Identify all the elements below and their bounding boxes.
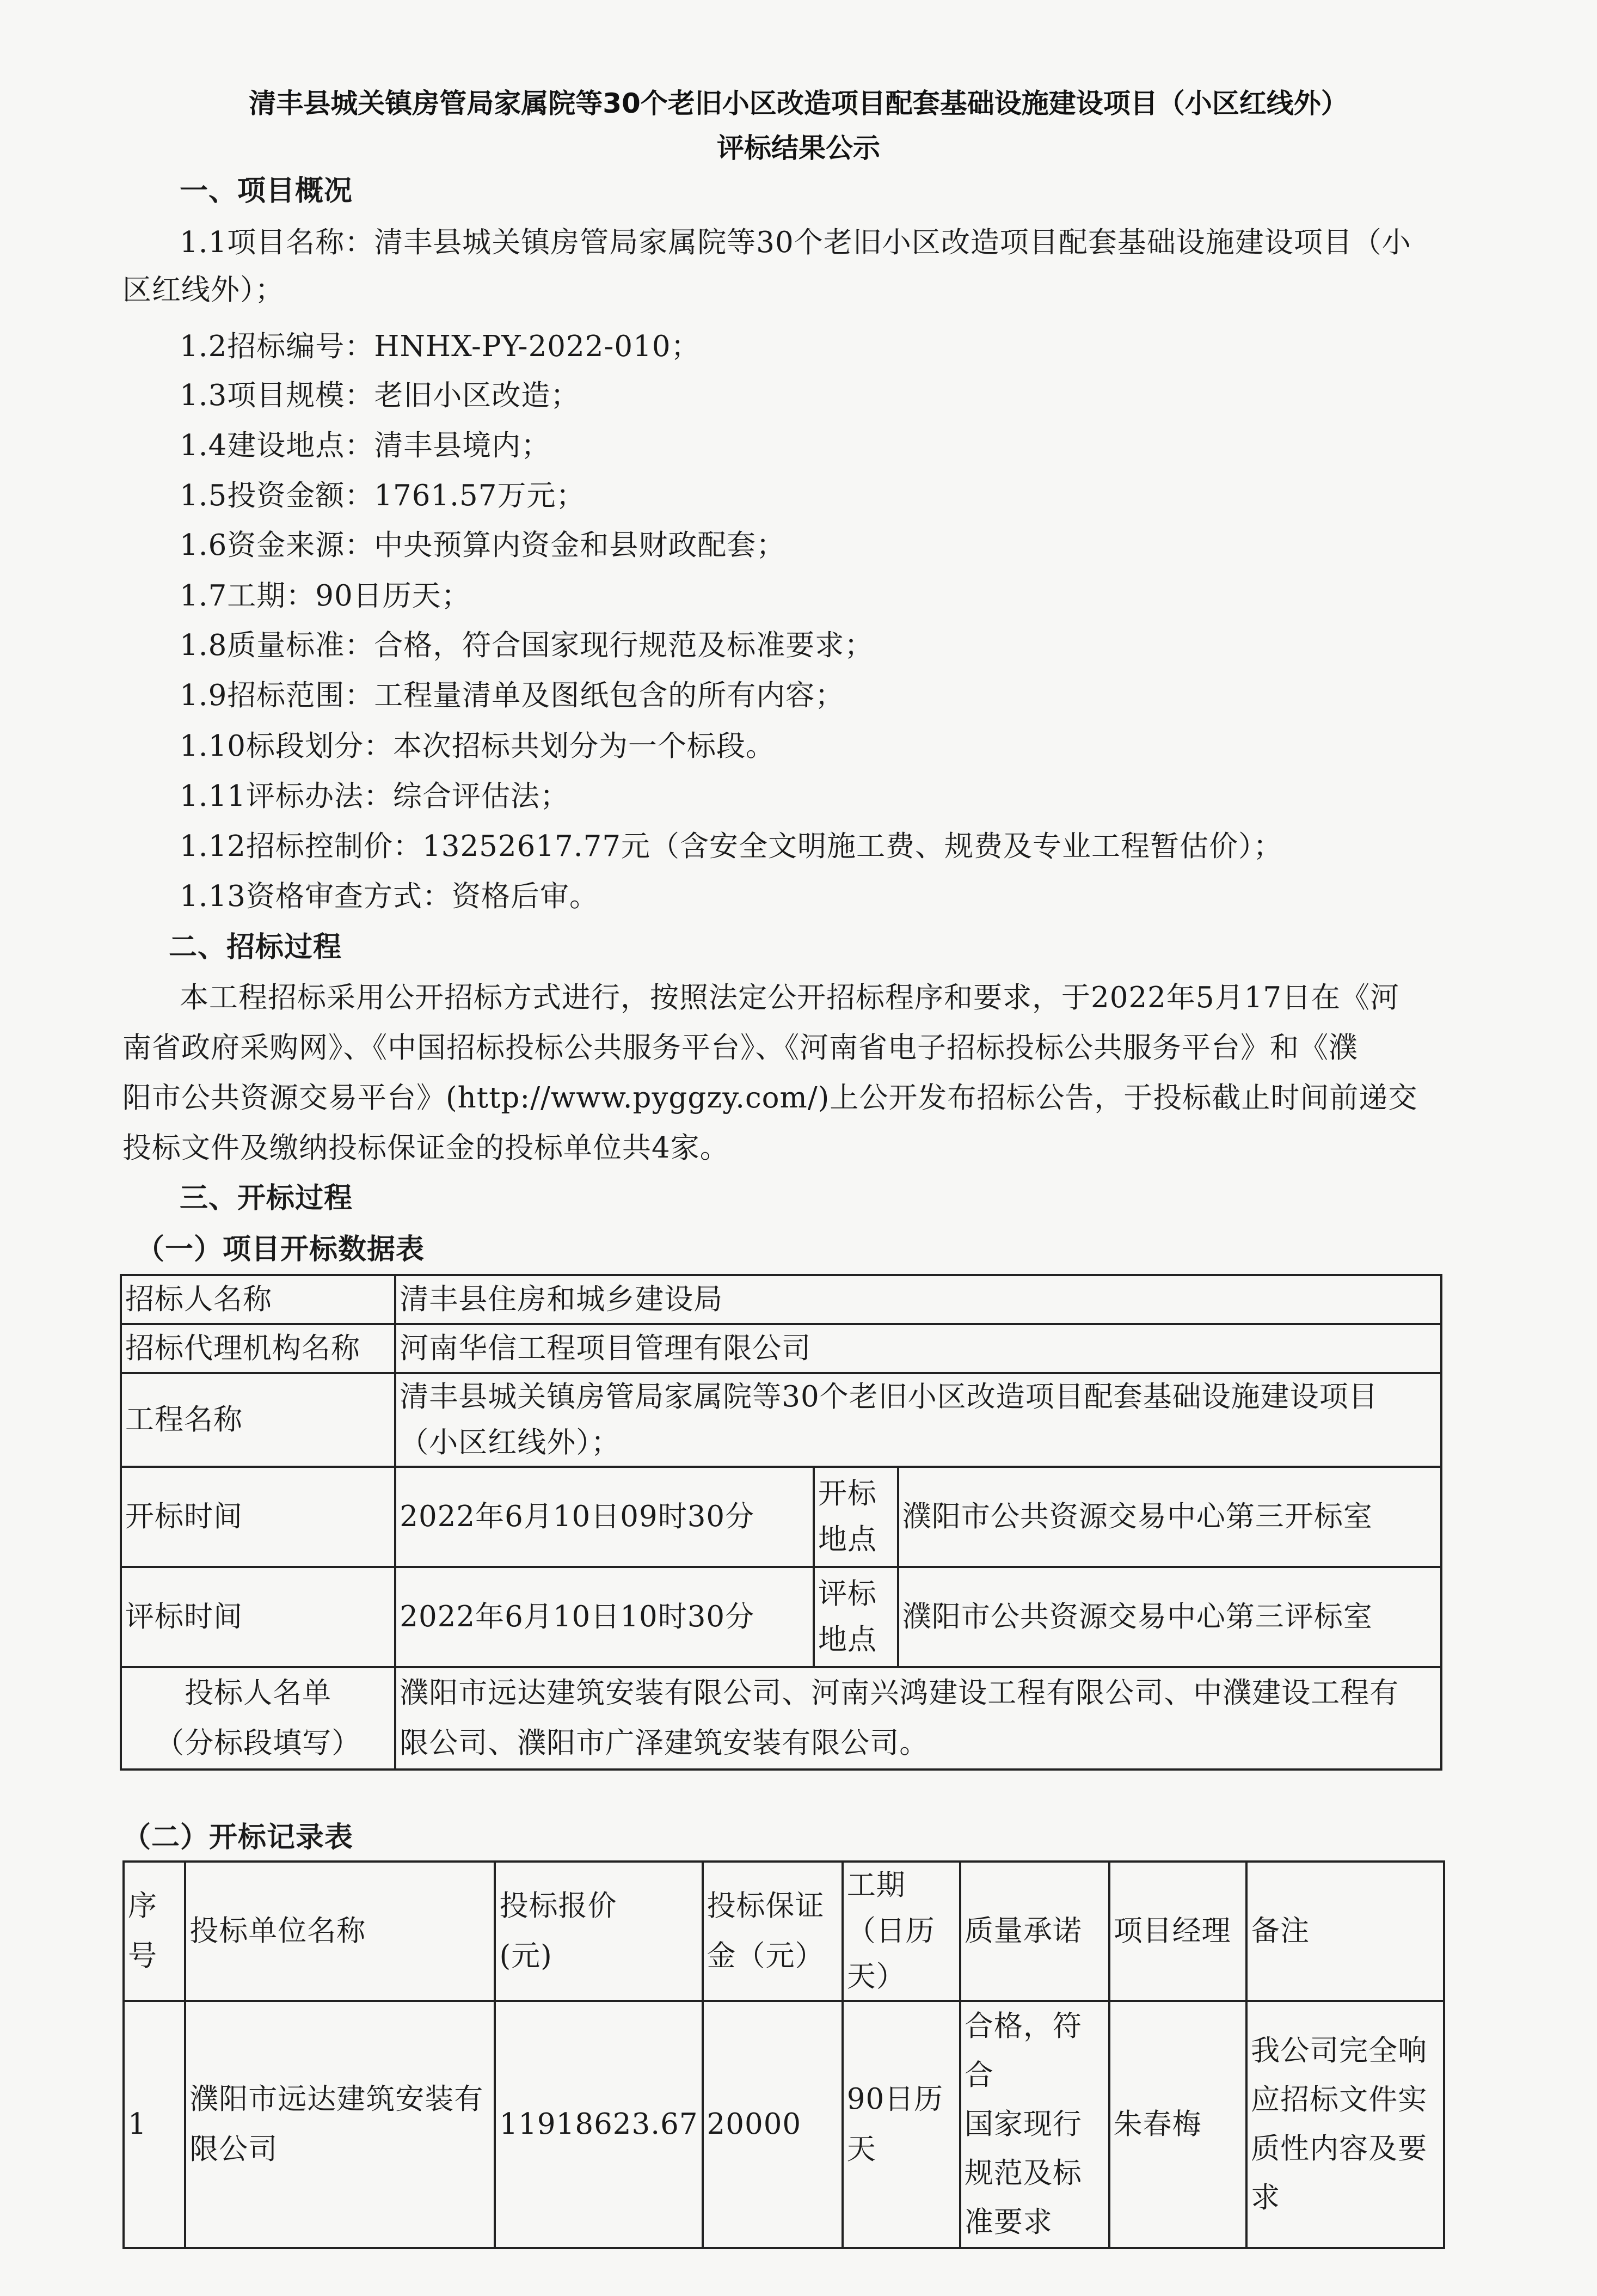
table-row	[121, 1373, 1441, 1467]
evaluation-time-label: 评标时间	[121, 1567, 395, 1667]
bidders-value-line2: 限公司、濮阳市广泽建筑安装有限公司。	[400, 1726, 929, 1760]
col-header-price-line2: (元)	[499, 1939, 552, 1973]
evaluation-place-label-line2: 地点	[818, 1623, 877, 1656]
agency-value: 河南华信工程项目管理有限公司	[395, 1324, 1441, 1373]
cell-price: 11918623.67	[495, 2001, 702, 2248]
section-3-sub2: （二）开标记录表	[122, 1821, 354, 1854]
item-1-9: 1.9招标范围：工程量清单及图纸包含的所有内容；	[180, 679, 845, 712]
bidders-value-line1: 濮阳市远达建筑安装有限公司、河南兴鸿建设工程有限公司、中濮建设工程有	[400, 1676, 1399, 1710]
cell-name-line1: 濮阳市远达建筑安装有	[189, 2083, 484, 2116]
opening-place-label	[814, 1467, 898, 1567]
cell-quality-line4: 准要求	[964, 2206, 1053, 2239]
item-1-4: 1.4建设地点：清丰县境内；	[180, 429, 551, 462]
opening-place-label-line2: 地点	[818, 1523, 877, 1556]
doc-subtitle: 评标结果公示	[717, 132, 880, 164]
col-header-period-line3: 天）	[846, 1960, 906, 1993]
cell-remark-line3: 质性内容及要	[1251, 2132, 1428, 2165]
cell-remark-line4: 求	[1251, 2181, 1281, 2214]
section-2-heading: 二、招标过程	[169, 931, 342, 964]
section-3-sub1: （一）项目开标数据表	[136, 1233, 425, 1266]
bidders-label-line2: （分标段填写）	[155, 1726, 361, 1760]
item-1-6: 1.6资金来源：中央预算内资金和县财政配套；	[180, 529, 786, 562]
item-1-13: 1.13资格审查方式：资格后审。	[180, 880, 599, 913]
table-row	[121, 1667, 1441, 1770]
col-header-quality: 质量承诺	[960, 1862, 1109, 2001]
col-header-deposit	[703, 1862, 843, 2001]
cell-period-line2: 天	[846, 2133, 876, 2166]
table-row	[121, 1324, 1441, 1373]
cell-period-line1: 90日历	[846, 2083, 944, 2116]
item-1-11: 1.11评标办法：综合评估法；	[180, 780, 570, 813]
item-1-10: 1.10标段划分：本次招标共划分为一个标段。	[180, 730, 776, 763]
col-header-name: 投标单位名称	[185, 1862, 495, 2001]
cell-quality-line1: 合格，符合	[964, 2010, 1082, 2092]
doc-title: 清丰县城关镇房管局家属院等30个老旧小区改造项目配套基础设施建设项目（小区红线外）	[249, 88, 1348, 119]
opening-time-label: 开标时间	[121, 1467, 395, 1567]
item-1-2: 1.2招标编号：HNHX-PY-2022-010；	[180, 330, 701, 363]
opening-place-value: 濮阳市公共资源交易中心第三开标室	[898, 1467, 1441, 1567]
cell-manager: 朱春梅	[1109, 2001, 1246, 2248]
table-row	[121, 1275, 1441, 1324]
item-1-12: 1.12招标控制价：13252617.77元（含安全文明施工费、规费及专业工程暂估价）；	[180, 830, 1283, 863]
project-name-line2: （小区红线外）；	[400, 1426, 621, 1459]
item-1-7: 1.7工期：90日历天；	[180, 579, 471, 613]
project-name-value	[395, 1373, 1441, 1467]
agency-label: 招标代理机构名称	[121, 1324, 395, 1373]
opening-place-label-line1: 开标	[818, 1477, 877, 1510]
col-header-deposit-line2: 金（元）	[707, 1939, 825, 1973]
table-row	[121, 1467, 1441, 1567]
section-2-para-line2: 南省政府采购网》、《中国招标投标公共服务平台》、《河南省电子招标投标公共服务平台》和《濮	[122, 1031, 1358, 1064]
table-row	[124, 2001, 1444, 2248]
evaluation-time-value: 2022年6月10日10时30分	[395, 1567, 814, 1667]
col-header-no	[124, 1862, 185, 2001]
cell-quality-line2: 国家现行	[964, 2108, 1082, 2141]
col-header-no-line1: 序	[128, 1889, 157, 1922]
bidders-label	[121, 1667, 395, 1770]
table-header-row	[124, 1862, 1444, 2001]
cell-name-line2: 限公司	[189, 2133, 278, 2166]
bid-opening-data-table	[120, 1274, 1442, 1771]
cell-quality	[960, 2001, 1109, 2248]
col-header-period-line2: （日历	[846, 1914, 935, 1948]
tenderer-value: 清丰县住房和城乡建设局	[395, 1275, 1441, 1324]
section-2-para-line1: 本工程招标采用公开招标方式进行，按照法定公开招标程序和要求，于2022年5月17日在《河	[180, 981, 1400, 1014]
table-row	[121, 1567, 1441, 1667]
cell-remark-line2: 应招标文件实	[1251, 2083, 1428, 2116]
bidders-label-line1: 投标人名单	[185, 1676, 332, 1710]
cell-quality-line3: 规范及标	[964, 2157, 1082, 2190]
evaluation-place-value: 濮阳市公共资源交易中心第三评标室	[898, 1567, 1441, 1667]
cell-period	[843, 2001, 960, 2248]
cell-deposit: 20000	[703, 2001, 843, 2248]
col-header-price	[495, 1862, 702, 2001]
col-header-deposit-line1: 投标保证	[707, 1889, 825, 1922]
item-1-1: 1.1项目名称：清丰县城关镇房管局家属院等30个老旧小区改造项目配套基础设施建设项目（小	[180, 226, 1411, 259]
section-3-heading: 三、开标过程	[180, 1182, 353, 1215]
col-header-manager: 项目经理	[1109, 1862, 1246, 2001]
cell-name	[185, 2001, 495, 2248]
evaluation-place-label	[814, 1567, 898, 1667]
section-1-heading: 一、项目概况	[180, 175, 353, 207]
bid-opening-record-table	[122, 1860, 1445, 2249]
section-2-para-line4: 投标文件及缴纳投标保证金的投标单位共4家。	[122, 1131, 729, 1165]
col-header-remark: 备注	[1246, 1862, 1444, 2001]
tenderer-label: 招标人名称	[121, 1275, 395, 1324]
project-name-label: 工程名称	[121, 1373, 395, 1467]
item-1-5: 1.5投资金额：1761.57万元；	[180, 479, 586, 512]
section-2-para-line3: 阳市公共资源交易平台》(http://www.pyggzy.com/)上公开发布招标公告，于投标截止时间前递交	[122, 1081, 1418, 1115]
col-header-period-line1: 工期	[846, 1869, 906, 1902]
item-1-1-cont: 区红线外）；	[122, 273, 285, 307]
item-1-8: 1.8质量标准：合格，符合国家现行规范及标准要求；	[180, 629, 874, 662]
bidders-value	[395, 1667, 1441, 1770]
cell-remark-line1: 我公司完全响	[1251, 2034, 1428, 2067]
evaluation-place-label-line1: 评标	[818, 1577, 877, 1611]
opening-time-value: 2022年6月10日09时30分	[395, 1467, 814, 1567]
col-header-period	[843, 1862, 960, 2001]
col-header-price-line1: 投标报价	[499, 1889, 617, 1922]
project-name-line1: 清丰县城关镇房管局家属院等30个老旧小区改造项目配套基础设施建设项目	[400, 1380, 1378, 1413]
cell-no: 1	[124, 2001, 185, 2248]
col-header-no-line2: 号	[128, 1939, 157, 1973]
cell-remark	[1246, 2001, 1444, 2248]
item-1-3: 1.3项目规模：老旧小区改造；	[180, 379, 580, 412]
